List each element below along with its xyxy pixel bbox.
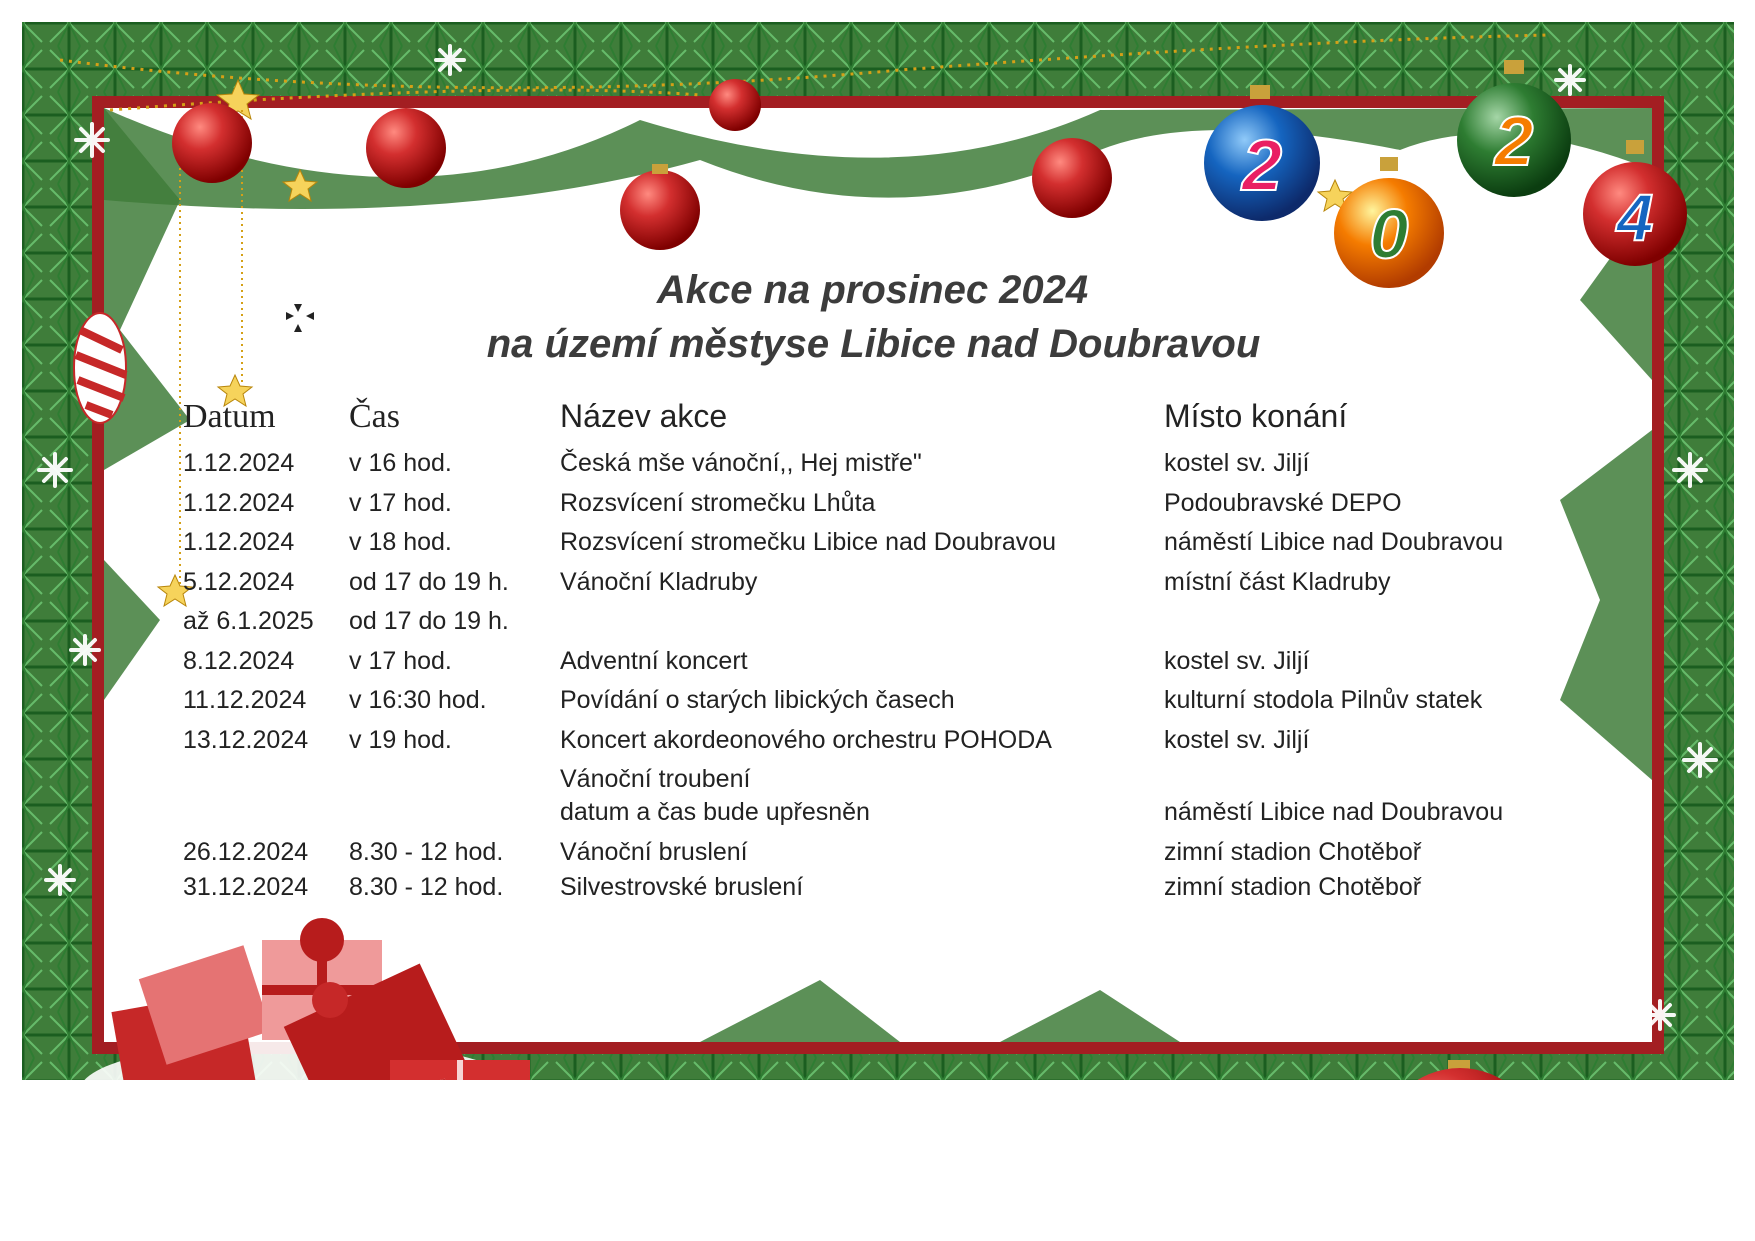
table-row [183, 764, 1584, 797]
table-row [183, 448, 1584, 488]
event-place: zimní stadion Chotěboř [1164, 837, 1422, 866]
event-name: Silvestrovské bruslení [560, 872, 804, 901]
table-header-row [183, 398, 1584, 448]
event-place: místní část Kladruby [1164, 567, 1391, 596]
event-place: kostel sv. Jiljí [1164, 725, 1310, 754]
event-name: Povídání o starých libických časech [560, 686, 955, 714]
event-name [560, 606, 1164, 646]
event-name: Česká mše vánoční,, Hej mistře" [560, 449, 922, 477]
event-time [349, 797, 560, 837]
event-time: v 19 hod. [349, 725, 452, 754]
event-date: 31.12.2024 [183, 872, 309, 901]
table-row [183, 872, 1584, 912]
event-name: Adventní koncert [560, 646, 748, 675]
event-date: 26.12.2024 [183, 837, 309, 866]
table-row [183, 488, 1584, 528]
page-subtitle: na území městyse Libice nad Doubravou [486, 322, 1261, 366]
header-date: Datum [183, 398, 276, 435]
event-date: až 6.1.2025 [183, 607, 314, 635]
svg-text:4: 4 [1616, 180, 1654, 254]
event-name: Vánoční troubení [560, 765, 751, 793]
table-row [183, 797, 1584, 837]
event-date: 5.12.2024 [183, 567, 295, 596]
event-place: zimní stadion Chotěboř [1164, 872, 1422, 901]
event-time: v 16:30 hod. [349, 686, 487, 714]
header-place: Místo konání [1164, 398, 1348, 434]
event-date: 1.12.2024 [183, 528, 295, 556]
event-date [183, 797, 349, 837]
event-time: v 17 hod. [349, 646, 452, 675]
table-row [183, 646, 1584, 686]
event-place: náměstí Libice nad Doubravou [1164, 798, 1504, 826]
event-date [183, 764, 349, 797]
event-date: 1.12.2024 [183, 488, 295, 517]
event-name: Rozsvícení stromečku Libice nad Doubravou [560, 528, 1057, 556]
header-name: Název akce [560, 398, 728, 434]
event-place [1164, 764, 1584, 797]
events-table [183, 398, 1584, 911]
table-row [183, 685, 1584, 725]
event-place [1164, 606, 1584, 646]
event-place: Podoubravské DEPO [1164, 488, 1402, 517]
event-time: v 18 hod. [349, 528, 452, 556]
table-row [183, 725, 1584, 765]
event-time: 8.30 - 12 hod. [349, 837, 504, 866]
svg-text:2: 2 [1241, 126, 1283, 206]
table-row [183, 837, 1584, 872]
event-date: 1.12.2024 [183, 449, 295, 477]
table-row [183, 527, 1584, 567]
event-time: v 17 hod. [349, 488, 452, 517]
event-time: od 17 do 19 h. [349, 567, 509, 596]
event-place: kostel sv. Jiljí [1164, 646, 1310, 675]
event-date: 13.12.2024 [183, 725, 309, 754]
event-place: kostel sv. Jiljí [1164, 449, 1310, 477]
event-time: od 17 do 19 h. [349, 607, 509, 635]
event-place: náměstí Libice nad Doubravou [1164, 528, 1504, 556]
svg-text:2: 2 [1494, 102, 1534, 180]
event-date: 8.12.2024 [183, 646, 295, 675]
event-time: 8.30 - 12 hod. [349, 872, 504, 901]
event-name: Rozsvícení stromečku Lhůta [560, 488, 876, 517]
event-date: 11.12.2024 [183, 686, 307, 714]
header-time: Čas [349, 398, 400, 435]
event-name: Vánoční bruslení [560, 837, 748, 866]
table-row [183, 606, 1584, 646]
svg-text:0: 0 [1369, 195, 1409, 273]
event-name: Koncert akordeonového orchestru POHODA [560, 725, 1052, 754]
table-row [183, 567, 1584, 607]
event-name: datum a čas bude upřesněn [560, 798, 870, 826]
event-place: kulturní stodola Pilnův statek [1164, 686, 1483, 714]
event-time: v 16 hod. [349, 449, 452, 477]
event-time [349, 764, 560, 797]
page-title: Akce na prosinec 2024 [656, 268, 1089, 312]
event-name: Vánoční Kladruby [560, 567, 758, 596]
